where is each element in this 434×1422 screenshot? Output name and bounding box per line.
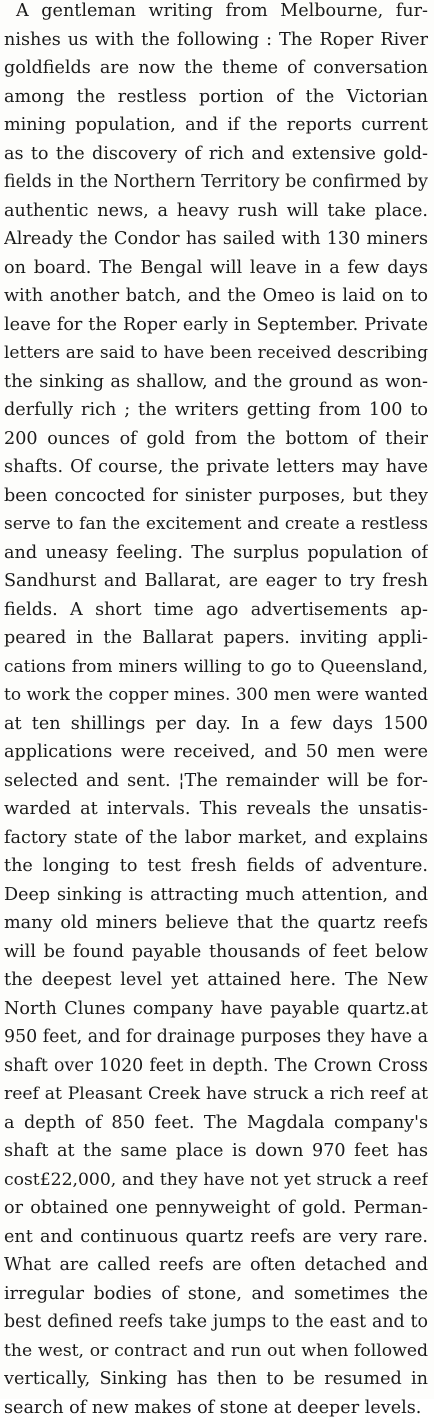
article-line: irregular bodies of stone, and sometimes the: [4, 1280, 428, 1309]
article-line: applications were received, and 50 men were: [4, 738, 428, 767]
article-column: [4, 0, 428, 1422]
article-line: search of new makes of stone at deeper levels.: [4, 1394, 428, 1422]
article-line: leave for the Roper early in September. Private: [4, 311, 428, 340]
article-line: among the restless portion of the Victorian: [4, 83, 428, 112]
article-line: or obtained one pennyweight of gold. Perman-: [4, 1194, 428, 1223]
article-line: shafts. Of course, the private letters may have: [4, 453, 428, 482]
article-line: to work the copper mines. 300 men were wanted: [4, 681, 428, 710]
article-line: serve to fan the excitement and create a restless: [4, 510, 428, 539]
article-line: letters are said to have been received describing: [4, 339, 428, 368]
article-line: vertically, Sinking has then to be resumed in: [4, 1365, 428, 1394]
article-line: the sinking as shallow, and the ground as won-: [4, 368, 428, 397]
article-line: factory state of the labor market, and explains: [4, 824, 428, 853]
article-line: What are called reefs are often detached and: [4, 1251, 428, 1280]
article-line: fields in the Northern Territory be confirmed by: [4, 168, 428, 197]
article-line: a depth of 850 feet. The Magdala company's: [4, 1109, 428, 1138]
article-line: North Clunes company have payable quartz.at: [4, 995, 428, 1024]
article-line: warded at intervals. This reveals the unsatis-: [4, 795, 428, 824]
article-line: derfully rich ; the writers getting from 100 to: [4, 396, 428, 425]
article-line: Sandhurst and Ballarat, are eager to try fresh: [4, 567, 428, 596]
article-line: best defined reefs take jumps to the east and to: [4, 1308, 428, 1337]
article-line: authentic news, a heavy rush will take place.: [4, 197, 428, 226]
article-line: shaft over 1020 feet in depth. The Crown Cross: [4, 1052, 428, 1081]
article-line: as to the discovery of rich and extensive gold-: [4, 140, 428, 169]
article-line: 950 feet, and for drainage purposes they have a: [4, 1023, 428, 1052]
article-line: at ten shillings per day. In a few days 1500: [4, 710, 428, 739]
article-line: the longing to test fresh fields of adventure.: [4, 852, 428, 881]
article-line: many old miners believe that the quartz reefs: [4, 909, 428, 938]
article-line: the deepest level yet attained here. The New: [4, 966, 428, 995]
article-line: 200 ounces of gold from the bottom of their: [4, 425, 428, 454]
article-line: goldfields are now the theme of conversation: [4, 54, 428, 83]
article-line: with another batch, and the Omeo is laid on to: [4, 282, 428, 311]
article-line: mining population, and if the reports current: [4, 111, 428, 140]
article-line: ent and continuous quartz reefs are very rare.: [4, 1223, 428, 1252]
article-line: Deep sinking is attracting much attention, and: [4, 881, 428, 910]
article-line: nishes us with the following : The Roper River: [4, 26, 428, 55]
article-line: been concocted for sinister purposes, but they: [4, 482, 428, 511]
article-line: selected and sent. ¦The remainder will be for-: [4, 767, 428, 796]
article-line: reef at Pleasant Creek have struck a rich reef at: [4, 1080, 428, 1109]
article-line: cost£22,000, and they have not yet struck a reef: [4, 1166, 428, 1195]
article-line: the west, or contract and run out when followed: [4, 1337, 428, 1366]
article-line: A gentleman writing from Melbourne, fur-: [4, 0, 428, 26]
article-line: shaft at the same place is down 970 feet has: [4, 1137, 428, 1166]
article-line: fields. A short time ago advertisements ap-: [4, 596, 428, 625]
article-line: peared in the Ballarat papers. inviting appli-: [4, 624, 428, 653]
article-line: on board. The Bengal will leave in a few days: [4, 254, 428, 283]
article-line: and uneasy feeling. The surplus population of: [4, 539, 428, 568]
article-line: will be found payable thousands of feet below: [4, 938, 428, 967]
article-line: cations from miners willing to go to Queensland,: [4, 653, 428, 682]
article-line: Already the Condor has sailed with 130 miners: [4, 225, 428, 254]
